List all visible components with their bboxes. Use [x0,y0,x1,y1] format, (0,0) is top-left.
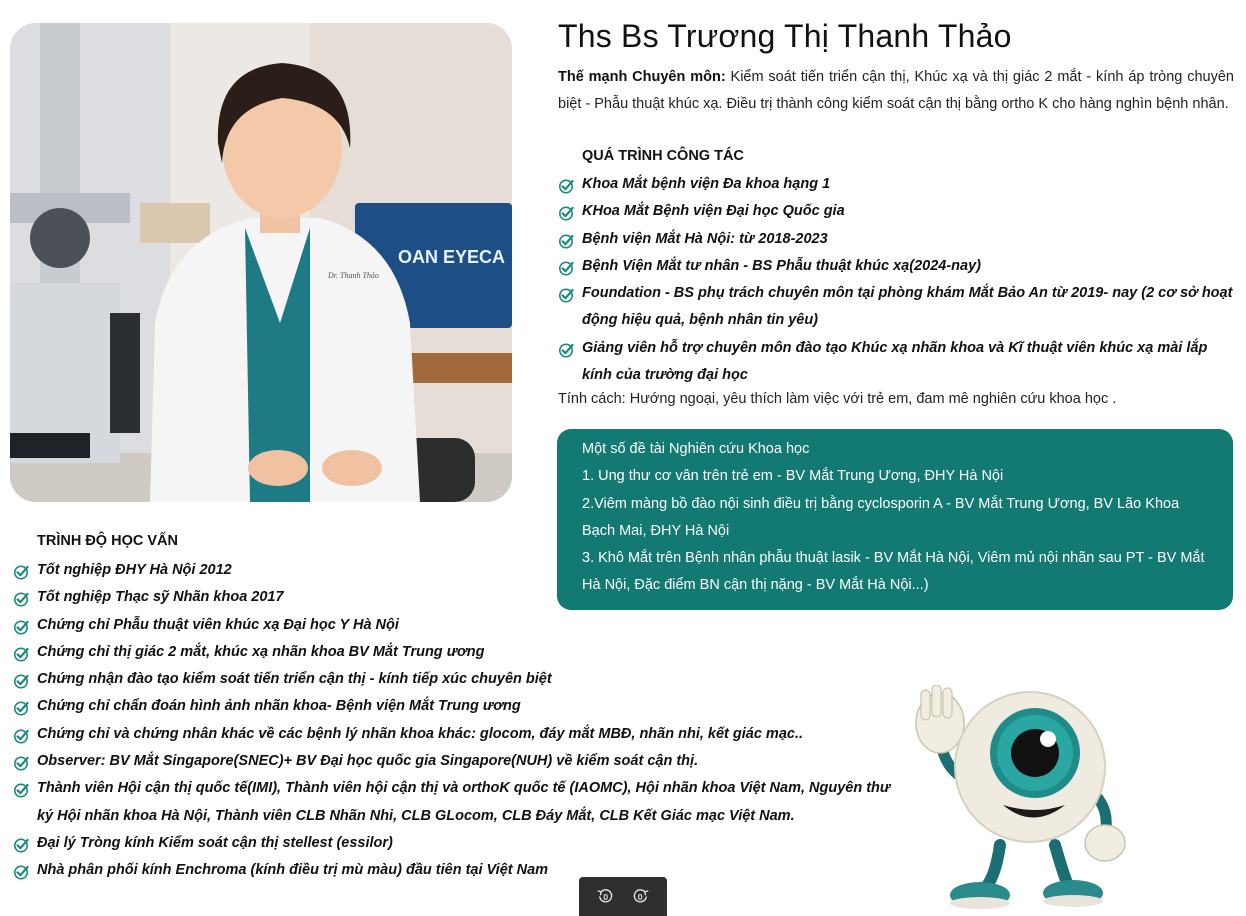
education-item [13,584,893,611]
education-item-label: Tốt nghiệp Thạc sỹ Nhãn khoa 2017 [37,589,284,606]
education-item [13,857,893,884]
education-item-label: Đại lý Tròng kính Kiểm soát cận thị stellest (essilor) [37,834,393,851]
personality-text: Tính cách: Hướng ngoại, yêu thích làm việc với trẻ em, đam mê nghiên cứu khoa học . [558,391,1117,407]
education-item [13,639,893,666]
rotate-right-icon [632,888,650,906]
check-circle-icon [558,177,574,193]
work-item-label: Bệnh viện Mắt Hà Nội: từ 2018-2023 [582,230,828,247]
image-toolbar [579,877,667,916]
check-circle-icon [13,754,29,770]
check-circle-icon [13,836,29,852]
education-item-label: Chứng nhận đào tạo kiểm soát tiến triển cận thị - kính tiếp xúc chuyên biệt [37,671,552,688]
education-item-label: Chứng chỉ và chứng nhân khác về các bệnh lý nhãn khoa khác: glocom, đáy mắt MBĐ, nhãn nhi, kết giác mạc.. [37,725,804,742]
check-circle-icon [13,590,29,606]
education-item [13,830,893,857]
work-item [558,280,1236,335]
work-item [558,171,1236,198]
check-circle-icon [558,341,574,357]
check-circle-icon [13,781,29,797]
education-title: TRÌNH ĐỘ HỌC VẤN [37,533,178,549]
check-circle-icon [13,672,29,688]
strength-paragraph [558,64,1234,119]
check-circle-icon [13,618,29,634]
strength-label: Thế mạnh Chuyên môn: [558,69,726,85]
work-item-label: Foundation - BS phụ trách chuyên môn tại phòng khám Mắt Bảo An từ 2019- nay (2 cơ sở hoạt động hiệu quả, bệnh nhân tin yêu) [582,285,1233,329]
education-item [13,666,893,693]
doctor-name: Ths Bs Trương Thị Thanh Thảo [558,18,1012,54]
strength-text: Kiểm soát tiến triển cận thị, Khúc xạ và thị giác 2 mắt - kính áp tròng chuyên biệt - Phẫu thuật khúc xạ. Điều trị thành công kiểm soát cận thị bằng ortho K cho hàng nghìn bệnh nhân. [558,69,1234,113]
check-circle-icon [558,232,574,248]
check-circle-icon [558,204,574,220]
check-circle-icon [13,863,29,879]
monitor-text: OAN EYECA [398,247,506,267]
work-item [558,253,1236,280]
work-item [558,226,1236,253]
rotate-left-icon [596,888,614,906]
rotate-right-button[interactable] [629,885,653,909]
education-list [13,557,893,885]
work-item-label: Giảng viên hỗ trợ chuyên môn đào tạo Khúc xạ nhãn khoa và Kĩ thuật viên khúc xạ mài lắp kính của trường đại học [582,339,1208,384]
education-item [13,748,893,775]
education-item-label: Tốt nghiệp ĐHY Hà Nội 2012 [37,562,232,578]
research-item: 3. Khô Mắt trên Bệnh nhân phẫu thuật lasik - BV Mắt Hà Nội, Viêm mủ nội nhãn sau PT - BV Mắt Hà Nội, Đặc điểm BN cận thị nặng - BV Mắt Hà Nội...) [582,550,1205,594]
research-item: 2.Viêm màng bồ đào nội sinh điều trị bằng cyclosporin A - BV Mắt Trung Ương, BV Lão Khoa Bạch Mai, ĐHY Hà Nội [582,495,1180,539]
research-title: Một số đề tài Nghiên cứu Khoa học [582,441,810,457]
check-circle-icon [13,563,29,579]
education-item [13,557,893,584]
doctor-photo-illustration [10,23,512,502]
check-circle-icon [13,699,29,715]
work-item-label: Khoa Mắt bệnh viện Đa khoa hạng 1 [582,176,831,192]
education-item [13,612,893,639]
education-item-label: Chứng chỉ Phẫu thuật viên khúc xạ Đại học Y Hà Nội [37,616,399,633]
education-item [13,721,893,748]
education-item-label: Chứng chỉ chẩn đoán hình ảnh nhãn khoa- Bệnh viện Mắt Trung ương [37,698,521,715]
check-circle-icon [558,259,574,275]
education-item-label: Nhà phân phối kính Enchroma (kính điều trị mù màu) đầu tiên tại Việt Nam [37,862,549,879]
doctor-photo [10,23,512,502]
work-item-label: KHoa Mắt Bệnh viện Đại học Quốc gia [582,203,845,220]
check-circle-icon [558,286,574,302]
work-history-list [558,171,1236,389]
work-item [558,335,1236,390]
rotate-left-button[interactable] [593,885,617,909]
check-circle-icon [13,645,29,661]
education-item [13,693,893,720]
work-item [558,198,1236,225]
coat-embroidery: Dr. Thanh Thảo [328,271,379,280]
education-item-label: Chứng chỉ thị giác 2 mắt, khúc xạ nhãn khoa BV Mắt Trung ương [37,643,485,660]
research-item: 1. Ung thư cơ vân trên trẻ em - BV Mắt Trung Ương, ĐHY Hà Nội [582,468,1004,485]
check-circle-icon [13,727,29,743]
education-item [13,775,893,830]
education-item-label: Thành viên Hội cận thị quốc tế(IMI), Thành viên hội cận thị và orthoK quốc tế (IAOMC), Hội nhãn khoa Việt Nam, Nguyên thư ký Hội nhãn khoa Hà Nội, Thành viên CLB Nhãn Nhi, CLB GLocom, CLB Đáy Mắt, CLB Kết Giác mạc Việt Nam. [37,780,891,824]
work-history-title: QUÁ TRÌNH CÔNG TÁC [582,148,744,164]
eyeball-mascot [905,685,1140,913]
education-item-label: Observer: BV Mắt Singapore(SNEC)+ BV Đại học quốc gia Singapore(NUH) về kiểm soát cận thị. [37,753,699,770]
work-item-label: Bệnh Viện Mắt tư nhân - BS Phẫu thuật khúc xạ(2024-nay) [582,257,981,274]
